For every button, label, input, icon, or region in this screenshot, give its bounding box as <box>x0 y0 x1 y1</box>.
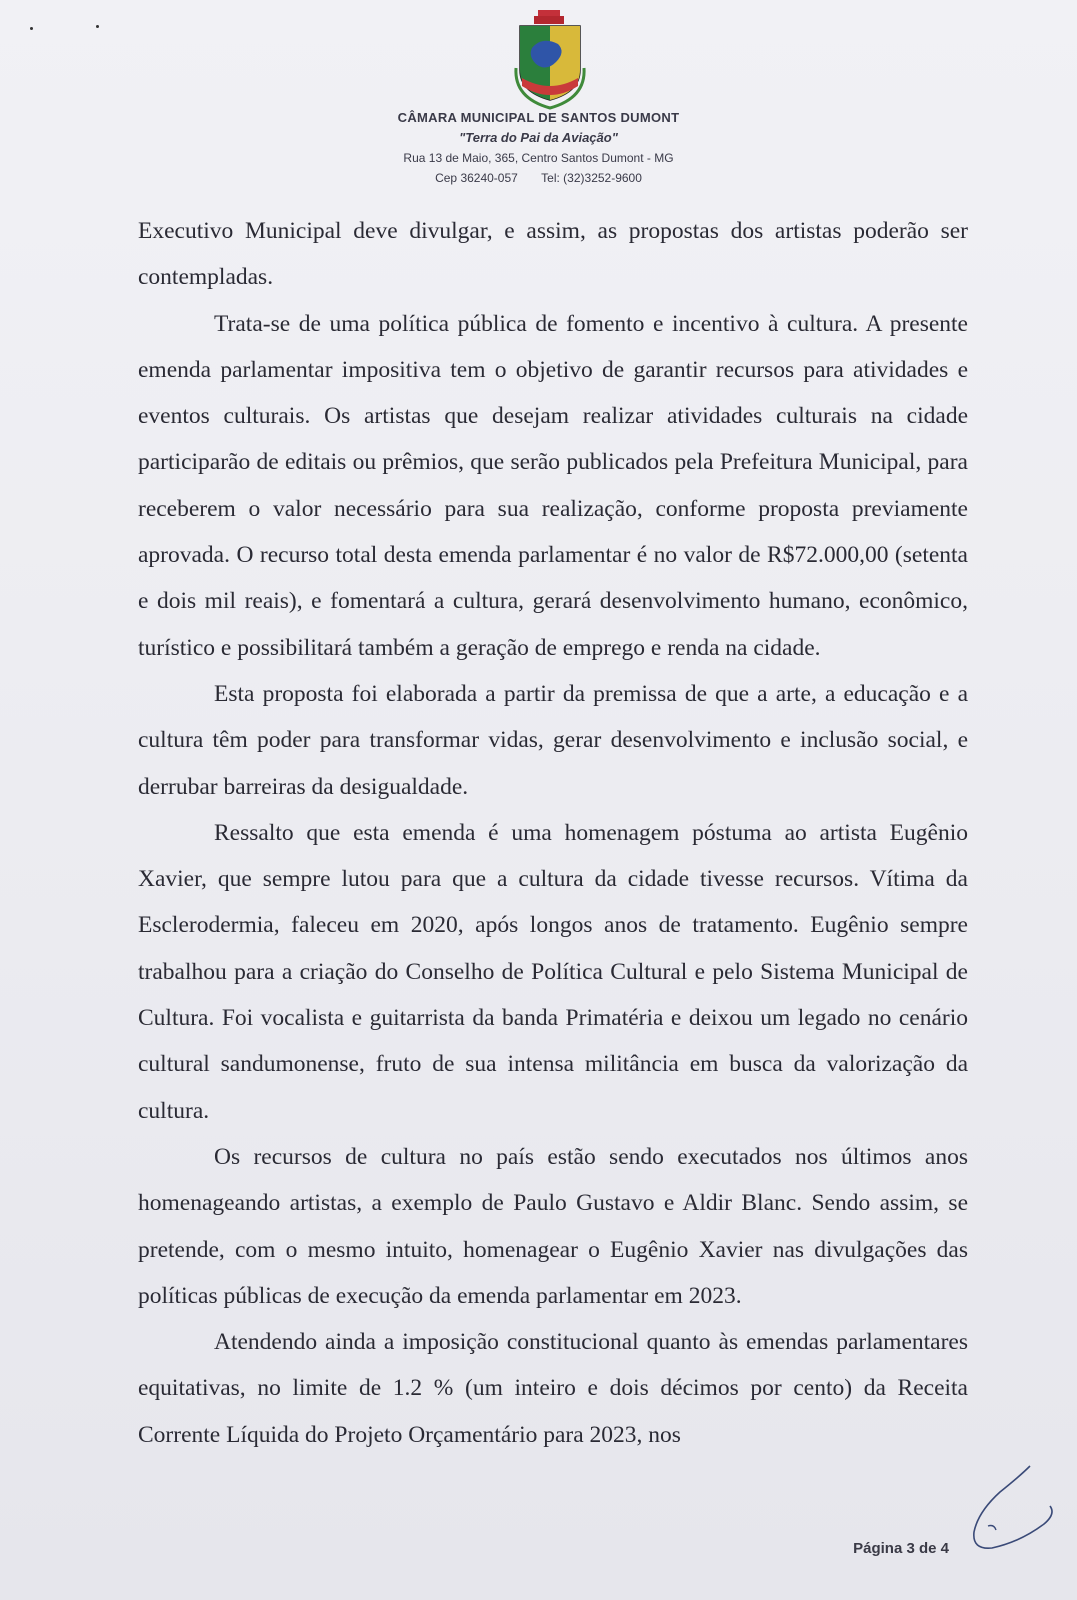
page-number: Página 3 de 4 <box>853 1540 949 1557</box>
paragraph: Atendendo ainda a imposição constitucional quanto às emendas parlamentares equitativas, no limite de 1.2 % (um inteiro e dois décimos por cento) da Receita Corrente Líquida do Projeto Orçamentário para 2023, nos <box>138 1329 968 1448</box>
paragraph: Trata-se de uma política pública de fomento e incentivo à cultura. A presente emenda parlamentar impositiva tem o objetivo de garantir recursos para atividades e eventos culturais. Os artistas que desejam realizar atividades culturais na cidade participarão de editais ou prêmios, que serão publicados pela Prefeitura Municipal, para receberem o valor necessário para sua realização, conforme proposta previamente aprovada. O recurso total desta emenda parlamentar é no valor de R$72.000,00 (setenta e dois mil reais), e fomentará a cultura, gerará desenvolvimento humano, econômico, turístico e possibilitará também a geração de emprego e renda na cidade. <box>138 310 968 661</box>
paragraph: Esta proposta foi elaborada a partir da premissa de que a arte, a educação e a cultura têm poder para transformar vidas, gerar desenvolvimento e inclusão social, e derrubar barreiras da desigualdade. <box>138 680 968 800</box>
institution-address: Rua 13 de Maio, 365, Centro Santos Dumont - MG <box>403 151 674 165</box>
speck <box>96 25 99 28</box>
coat-of-arms-icon <box>512 8 588 110</box>
phone-number: Tel: (32)3252-9600 <box>541 171 642 185</box>
paragraph: Ressalto que esta emenda é uma homenagem póstuma ao artista Eugênio Xavier, que sempre lutou para que a cultura da cidade tivesse recursos. Vítima da Esclerodermia, faleceu em 2020, após longos anos de tratamento. Eugênio sempre trabalhou para a criação do Conselho de Política Cultural e pelo Sistema Municipal de Cultura. Foi vocalista e guitarrista da banda Primatéria e deixou um legado no cenário cultural sandumonense, fruto de sua intensa militância em busca da valorização da cultura. <box>138 819 968 1124</box>
paragraph: Os recursos de cultura no país estão sendo executados nos últimos anos homenageando artistas, a exemplo de Paulo Gustavo e Aldir Blanc. Sendo assim, se pretende, com o mesmo intuito, homenagear o Eugênio Xavier nas divulgações das políticas públicas de execução da emenda parlamentar em 2023. <box>138 1143 968 1309</box>
document-body <box>138 208 968 1458</box>
institution-contact <box>0 168 1077 188</box>
signature-icon <box>970 1462 1060 1562</box>
paragraph: Executivo Municipal deve divulgar, e assim, as propostas dos artistas poderão ser contempladas. <box>138 218 968 291</box>
postal-code: Cep 36240-057 <box>435 171 518 185</box>
speck <box>30 27 33 30</box>
institution-motto: "Terra do Pai da Aviação" <box>459 130 618 145</box>
institution-name: CÂMARA MUNICIPAL DE SANTOS DUMONT <box>397 110 680 125</box>
